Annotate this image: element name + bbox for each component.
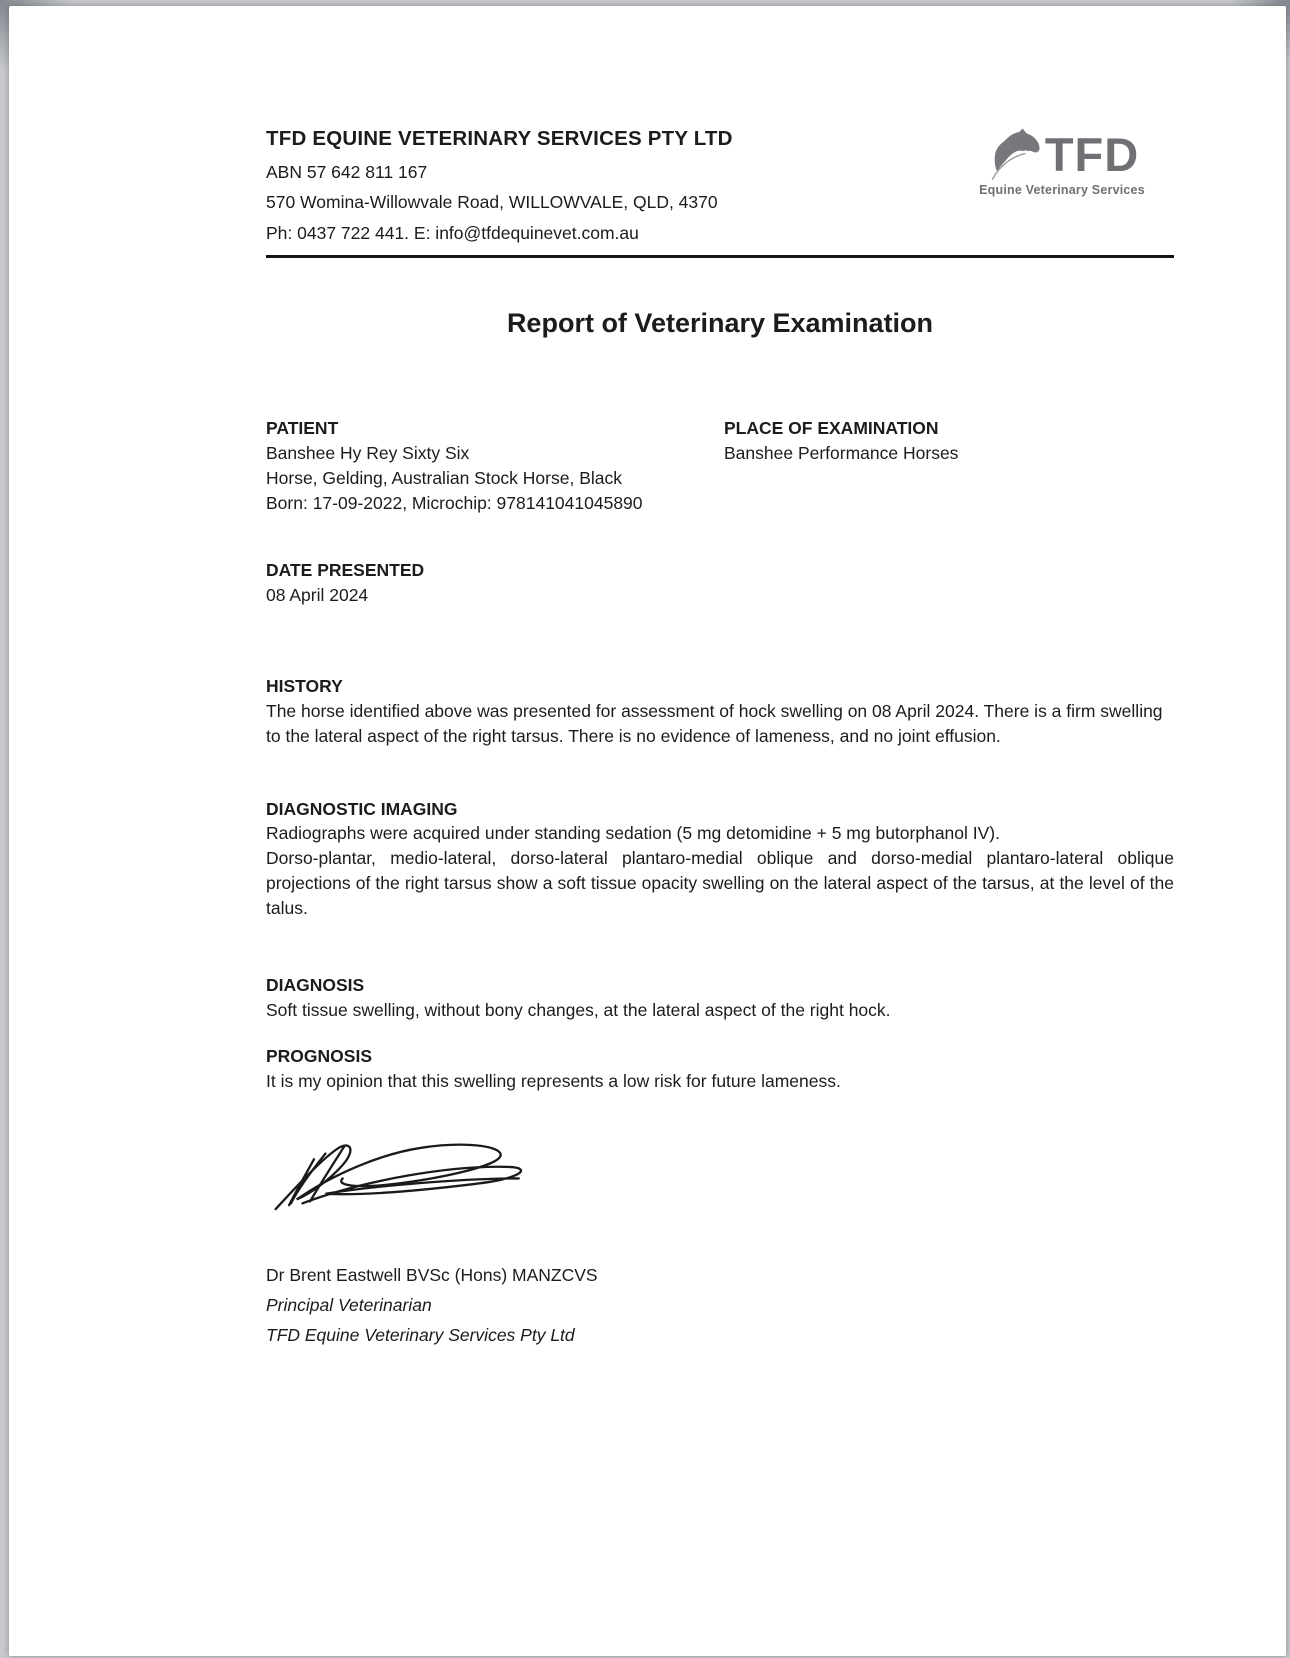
document-content bbox=[121, 6, 1174, 1348]
place-of-examination-section bbox=[724, 416, 1174, 515]
diagnostic-imaging-paragraph-2: Dorso-plantar, medio-lateral, dorso-lateral plantaro-medial oblique and dorso-medial plantaro-lateral oblique projections of the right tarsus show a soft tissue opacity swelling on the lateral aspect of the tarsus, at the level of the talus. bbox=[266, 848, 1174, 918]
document-page bbox=[9, 6, 1286, 1656]
signatory-role: Principal Veterinarian bbox=[266, 1294, 432, 1315]
history-section bbox=[266, 674, 1174, 749]
date-presented-section bbox=[266, 558, 1174, 608]
diagnostic-imaging-heading: DIAGNOSTIC IMAGING bbox=[266, 798, 458, 819]
header-divider bbox=[266, 255, 1174, 258]
history-body: The horse identified above was presented for assessment of hock swelling on 08 April 2024. There is a firm swelling to the lateral aspect of the right tarsus. There is no evidence of lameness, and no joint effusion. bbox=[266, 700, 1163, 746]
letterhead bbox=[266, 124, 1174, 258]
company-contact: Ph: 0437 722 441. E: info@tfdequinevet.com.au bbox=[266, 222, 639, 243]
diagnosis-section bbox=[266, 973, 1174, 1023]
logo-wordmark: TFD bbox=[1044, 127, 1140, 181]
company-name: TFD EQUINE VETERINARY SERVICES PTY LTD bbox=[266, 127, 733, 150]
prognosis-heading: PROGNOSIS bbox=[266, 1046, 372, 1067]
signatory-details bbox=[266, 1263, 1174, 1348]
date-presented-heading: DATE PRESENTED bbox=[266, 560, 425, 581]
patient-name: Banshee Hy Rey Sixty Six bbox=[266, 442, 470, 463]
company-abn: ABN 57 642 811 167 bbox=[266, 162, 428, 183]
document-title: Report of Veterinary Examination bbox=[506, 307, 934, 338]
patient-birth-microchip: Born: 17-09-2022, Microchip: 978141041045890 bbox=[266, 492, 643, 513]
place-of-examination-value: Banshee Performance Horses bbox=[724, 442, 959, 463]
signatory-company: TFD Equine Veterinary Services Pty Ltd bbox=[266, 1324, 575, 1345]
company-address: 570 Womina-Willowvale Road, WILLOWVALE, QLD, 4370 bbox=[266, 192, 718, 213]
patient-place-row bbox=[266, 416, 1174, 515]
diagnosis-body: Soft tissue swelling, without bony changes, at the lateral aspect of the right hock. bbox=[266, 999, 891, 1020]
prognosis-body: It is my opinion that this swelling represents a low risk for future lameness. bbox=[266, 1071, 841, 1092]
logo-row bbox=[976, 128, 1148, 180]
logo-tagline: Equine Veterinary Services bbox=[979, 183, 1145, 197]
company-logo bbox=[976, 128, 1148, 200]
diagnostic-imaging-section bbox=[266, 797, 1174, 921]
diagnosis-heading: DIAGNOSIS bbox=[266, 974, 365, 995]
prognosis-section bbox=[266, 1044, 1174, 1094]
diagnostic-imaging-paragraph-1: Radiographs were acquired under standing sedation (5 mg detomidine + 5 mg butorphanol IV). bbox=[266, 823, 1000, 844]
history-heading: HISTORY bbox=[266, 676, 343, 697]
horse-head-icon bbox=[985, 128, 1043, 180]
place-of-examination-heading: PLACE OF EXAMINATION bbox=[724, 417, 939, 438]
patient-heading: PATIENT bbox=[266, 417, 339, 438]
signature-block bbox=[268, 1136, 1174, 1225]
date-presented-value: 08 April 2024 bbox=[266, 585, 369, 606]
signature-image bbox=[268, 1136, 536, 1218]
patient-section bbox=[266, 416, 724, 515]
patient-description: Horse, Gelding, Australian Stock Horse, Black bbox=[266, 467, 622, 488]
signatory-name: Dr Brent Eastwell BVSc (Hons) MANZCVS bbox=[266, 1265, 598, 1285]
